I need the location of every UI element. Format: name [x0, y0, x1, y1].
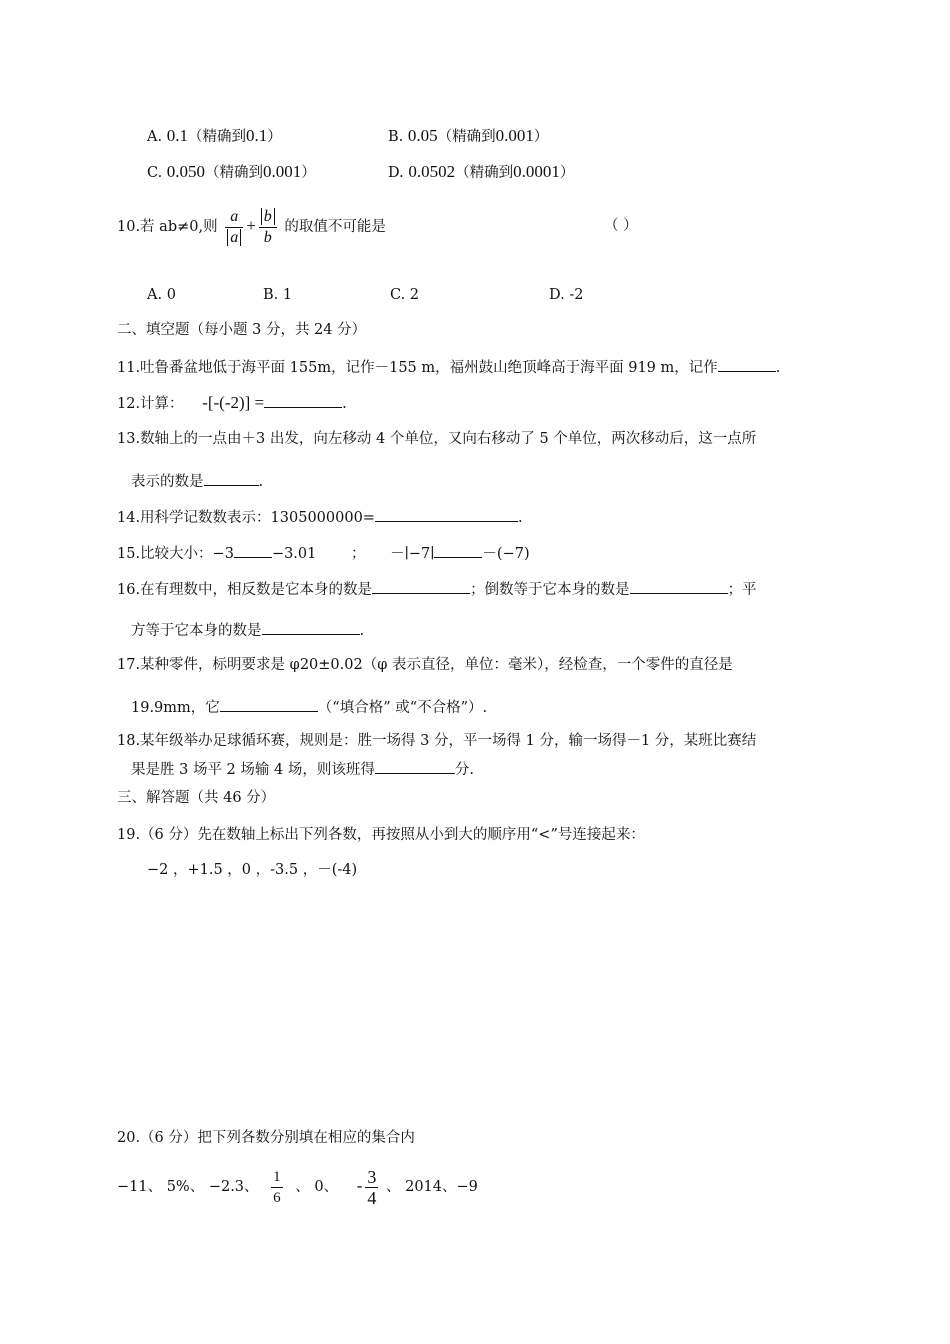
q10-option-d: D. -2 [549, 287, 584, 303]
q10-option-b: B. 1 [263, 287, 293, 303]
question-text: 分. [454, 762, 474, 778]
question-text: 方等于它本身的数是 [131, 623, 262, 639]
section-heading-fill-in: 二、填空题（每小题 3 分，共 24 分） [117, 322, 367, 338]
question-text: 12.计算： [117, 396, 184, 412]
q15-question [117, 542, 530, 564]
q10-option-c: C. 2 [390, 287, 420, 303]
question-text: ；倒数等于它本身的数是 [470, 582, 630, 598]
q9-option-a [147, 126, 282, 147]
question-text: 果是胜 3 场平 2 场输 4 场，则该班得 [131, 762, 375, 778]
fraction-numerator: a [230, 207, 239, 225]
option-precision: 0.001 [263, 162, 302, 181]
option-precision: 0.0001 [513, 162, 560, 181]
option-text: （精确到 [455, 165, 514, 181]
answer-blank [434, 542, 482, 558]
question-text: －(−7) [482, 546, 530, 562]
question-text: 16.在有理数中，相反数是它本身的数是 [117, 582, 373, 598]
question-text: 的取值不可能是 [284, 219, 386, 235]
option-label: A. [147, 129, 163, 145]
fraction-a-over-abs-a [225, 208, 243, 247]
fraction-three-quarters [365, 1168, 378, 1207]
question-text: . [517, 510, 523, 526]
question-text: 表示的数是 [131, 474, 204, 490]
q13-question-line1: 13.数轴上的一点由＋3 出发，向左移动 4 个单位，又向右移动了 5 个单位，两次移动后，这一点所 [117, 431, 757, 447]
q16-question-line1 [117, 578, 757, 600]
plus-sign: + [246, 216, 256, 235]
separator: ； [350, 546, 366, 562]
answer-blank [630, 578, 728, 594]
option-precision: 0.1 [245, 126, 268, 145]
option-text: （精确到 [187, 129, 246, 145]
answer-blank [204, 470, 259, 486]
answer-blank [375, 758, 455, 774]
fraction-denominator: b [259, 227, 277, 247]
option-value: 0.0502 [408, 162, 456, 181]
minus-sign: - [356, 1176, 363, 1195]
q18-question-line1: 18.某年级举办足球循环赛，规则是：胜一场得 3 分，平一场得 1 分，输一场得－1 分，某班比赛结 [117, 733, 757, 749]
fraction-numerator: 3 [367, 1166, 377, 1187]
answer-blank [262, 619, 360, 635]
section-heading-solve: 三、解答题（共 46 分） [117, 790, 276, 806]
q9-option-d [388, 162, 574, 183]
q17-question-line2 [131, 696, 487, 718]
fraction-numerator: b [261, 208, 275, 225]
question-text: . [775, 360, 781, 376]
q10-option-a: A. 0 [147, 287, 176, 303]
number-list-text: −11、 5%、 −2.3、 [117, 1179, 259, 1195]
question-text: −3.01 [271, 546, 317, 562]
fraction-numerator: 1 [273, 1168, 281, 1185]
fraction-one-sixth [271, 1168, 283, 1207]
q17-question-line1: 17.某种零件，标明要求是 φ20±0.02（φ 表示直径，单位：毫米），经检查，一个零件的直径是 [117, 657, 733, 673]
option-text: （精确到 [205, 165, 264, 181]
question-text: . [342, 396, 347, 412]
answer-blank [718, 356, 776, 372]
option-label: D. [388, 165, 404, 181]
number-list-text: 、 0、 [295, 1179, 339, 1195]
option-label: C. [147, 165, 163, 181]
q19-numbers: −2 ，+1.5 ，0 ，-3.5 ，－(-4) [147, 862, 358, 878]
option-precision: 0.001 [495, 126, 534, 145]
q9-option-c [147, 162, 316, 183]
question-text: 14.用科学记数数表示：1305000000= [117, 510, 375, 526]
question-text: . [359, 623, 365, 639]
q11-question [117, 356, 780, 378]
fraction-denominator: 4 [367, 1187, 377, 1208]
number-list-text: 、 2014、−9 [385, 1179, 478, 1195]
option-value: 0.1 [166, 126, 188, 145]
question-text: （“填合格” 或“不合格”）. [317, 700, 488, 716]
option-text: ） [533, 129, 549, 145]
option-text: ） [301, 165, 316, 181]
answer-blank [372, 578, 470, 594]
question-text: 15.比较大小：−3 [117, 546, 234, 562]
question-text: ；平 [727, 582, 757, 598]
q13-question-line2 [131, 470, 263, 492]
option-value: 0.05 [407, 126, 438, 145]
math-expression: -[-(-2)] = [202, 393, 265, 412]
question-text: 19.9mm，它 [131, 700, 220, 716]
option-text: ） [267, 129, 282, 145]
option-text: ） [559, 165, 575, 181]
answer-blank [234, 542, 272, 558]
q20-question-line1: 20.（6 分）把下列各数分别填在相应的集合内 [117, 1130, 415, 1146]
q16-question-line2 [131, 619, 364, 641]
answer-blank [375, 506, 518, 522]
option-label: B. [388, 129, 404, 145]
q19-question-line1: 19.（6 分）先在数轴上标出下列各数，再按照从小到大的顺序用“<”号连接起来： [117, 827, 645, 843]
q18-question-line2 [131, 758, 474, 780]
q20-numbers [117, 1165, 478, 1208]
q12-question [117, 392, 347, 414]
fraction-denominator: a [227, 229, 241, 246]
question-text: . [258, 474, 264, 490]
question-text: 10.若 ab≠0,则 [117, 219, 218, 235]
fraction-abs-b-over-b [259, 208, 277, 247]
q14-question [117, 506, 523, 528]
fraction-denominator: 6 [271, 1187, 283, 1207]
question-text: －∣−7∣ [390, 546, 435, 562]
q9-option-b [388, 126, 548, 147]
option-value: 0.050 [166, 162, 206, 181]
answer-blank [264, 392, 342, 408]
answer-blank [220, 696, 318, 712]
q10-question [117, 205, 386, 248]
answer-parenthesis: （ ） [604, 218, 638, 234]
question-text: 11.吐鲁番盆地低于海平面 155m，记作－155 m，福州鼓山绝顶峰高于海平面 919 m，记作 [117, 360, 718, 376]
option-text: （精确到 [437, 129, 496, 145]
